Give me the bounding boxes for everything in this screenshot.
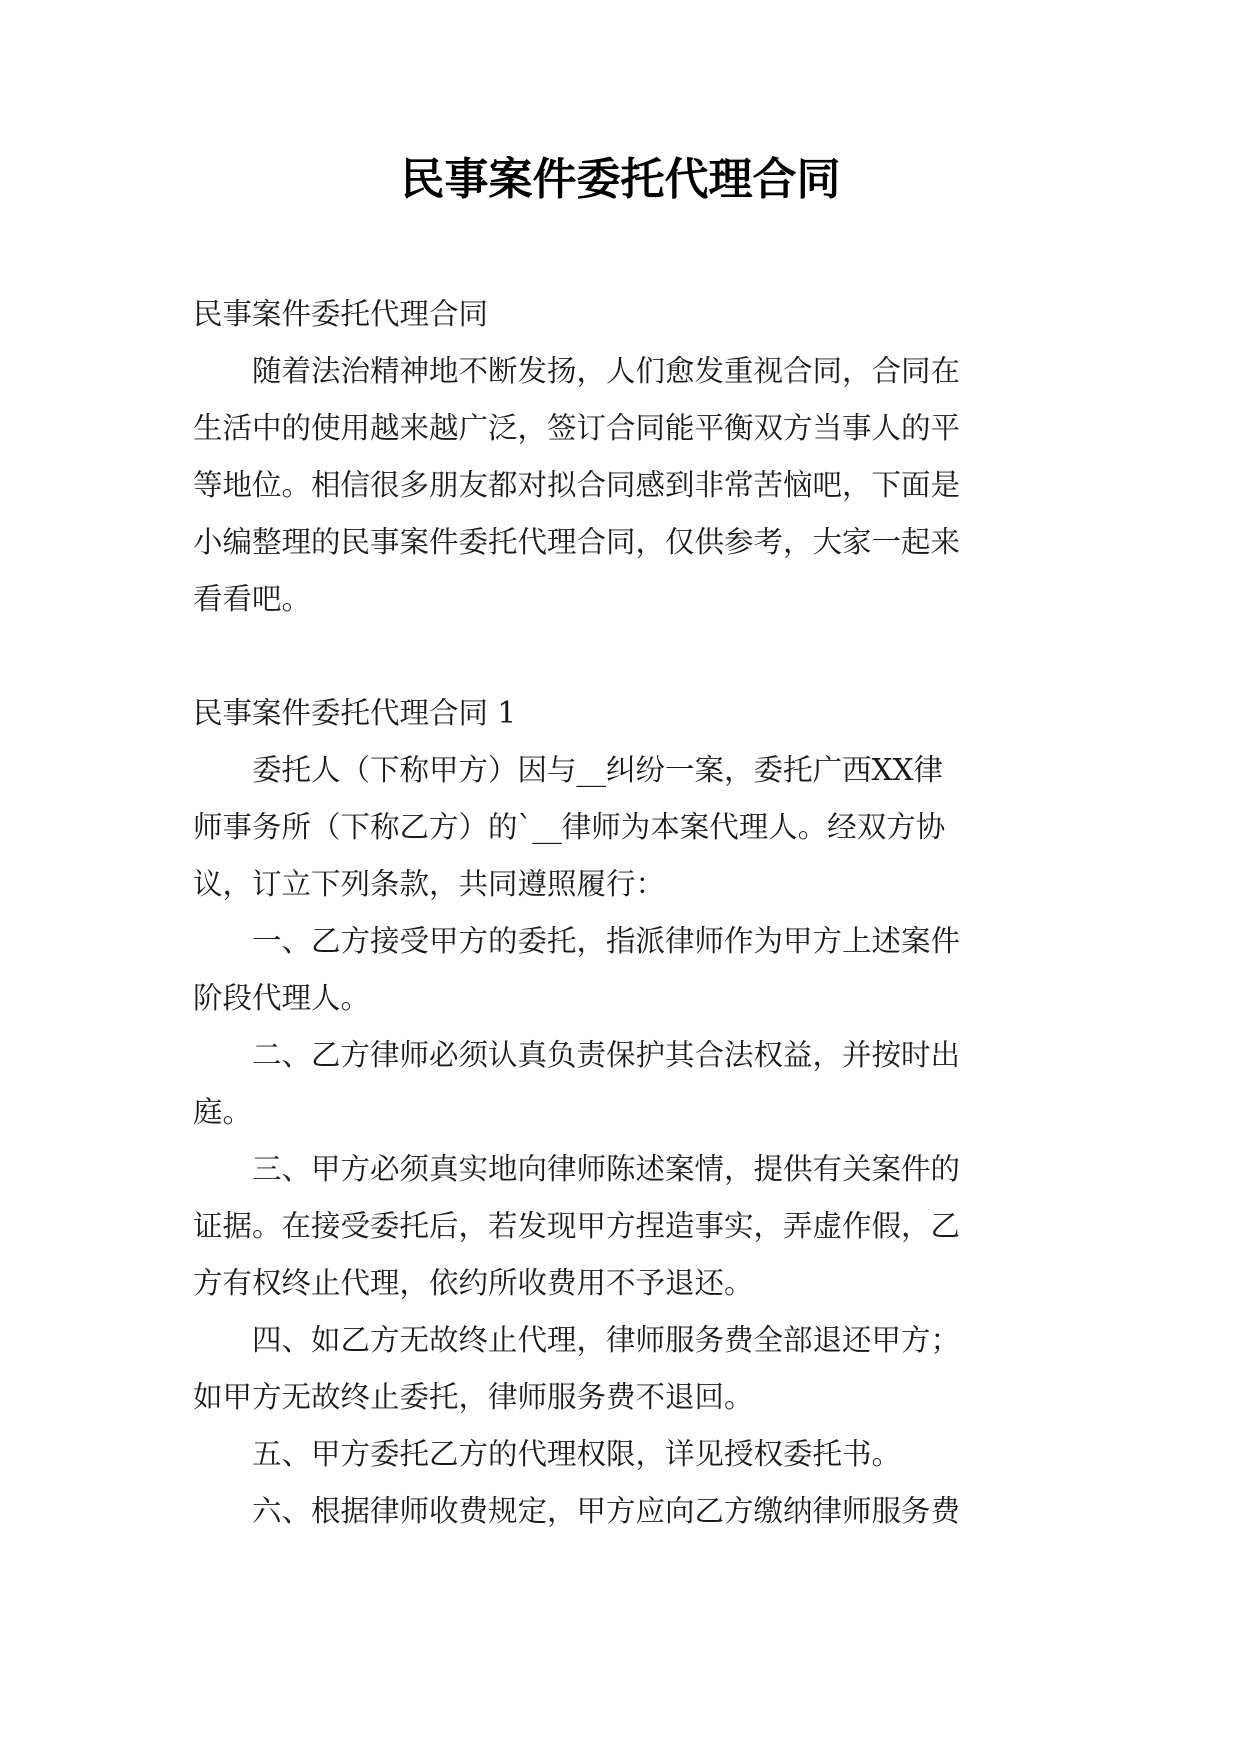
contract-line: 三、甲方必须真实地向律师陈述案情，提供有关案件的 — [193, 1152, 961, 1186]
document-subtitle: 民事案件委托代理合同 — [193, 297, 489, 331]
contract-line: 庭。 — [193, 1095, 253, 1129]
intro-line: 看看吧。 — [193, 582, 312, 616]
contract-line: 委托人（下称甲方）因与__纠纷一案，委托广西XX律 — [193, 753, 944, 787]
contract-line: 二、乙方律师必须认真负责保护其合法权益，并按时出 — [193, 1038, 961, 1072]
contract-line: 六、根据律师收费规定，甲方应向乙方缴纳律师服务费 — [193, 1494, 961, 1528]
contract-line: 议，订立下列条款，共同遵照履行： — [193, 867, 666, 901]
paragraph-spacer — [193, 628, 1053, 685]
intro-line: 随着法治精神地不断发扬，人们愈发重视合同，合同在 — [193, 354, 961, 388]
section-heading: 民事案件委托代理合同 1 — [193, 696, 517, 730]
document-title: 民事案件委托代理合同 — [400, 154, 841, 205]
intro-line: 小编整理的民事案件委托代理合同，仅供参考，大家一起来 — [193, 525, 961, 559]
contract-line: 如甲方无故终止委托，律师服务费不退回。 — [193, 1380, 754, 1414]
contract-line: 一、乙方接受甲方的委托，指派律师作为甲方上述案件 — [193, 924, 961, 958]
contract-line: 师事务所（下称乙方）的`__律师为本案代理人。经双方协 — [193, 810, 946, 844]
contract-line: 方有权终止代理，依约所收费用不予退还。 — [193, 1266, 754, 1300]
intro-line: 等地位。相信很多朋友都对拟合同感到非常苦恼吧，下面是 — [193, 468, 961, 502]
intro-line: 生活中的使用越来越广泛，签订合同能平衡双方当事人的平 — [193, 411, 961, 445]
document-body — [193, 286, 1053, 1540]
contract-line: 四、如乙方无故终止代理，律师服务费全部退还甲方； — [193, 1323, 961, 1357]
contract-line: 证据。在接受委托后，若发现甲方捏造事实，弄虚作假，乙 — [193, 1209, 961, 1243]
contract-line: 五、甲方委托乙方的代理权限，详见授权委托书。 — [193, 1437, 902, 1471]
contract-line: 阶段代理人。 — [193, 981, 371, 1015]
